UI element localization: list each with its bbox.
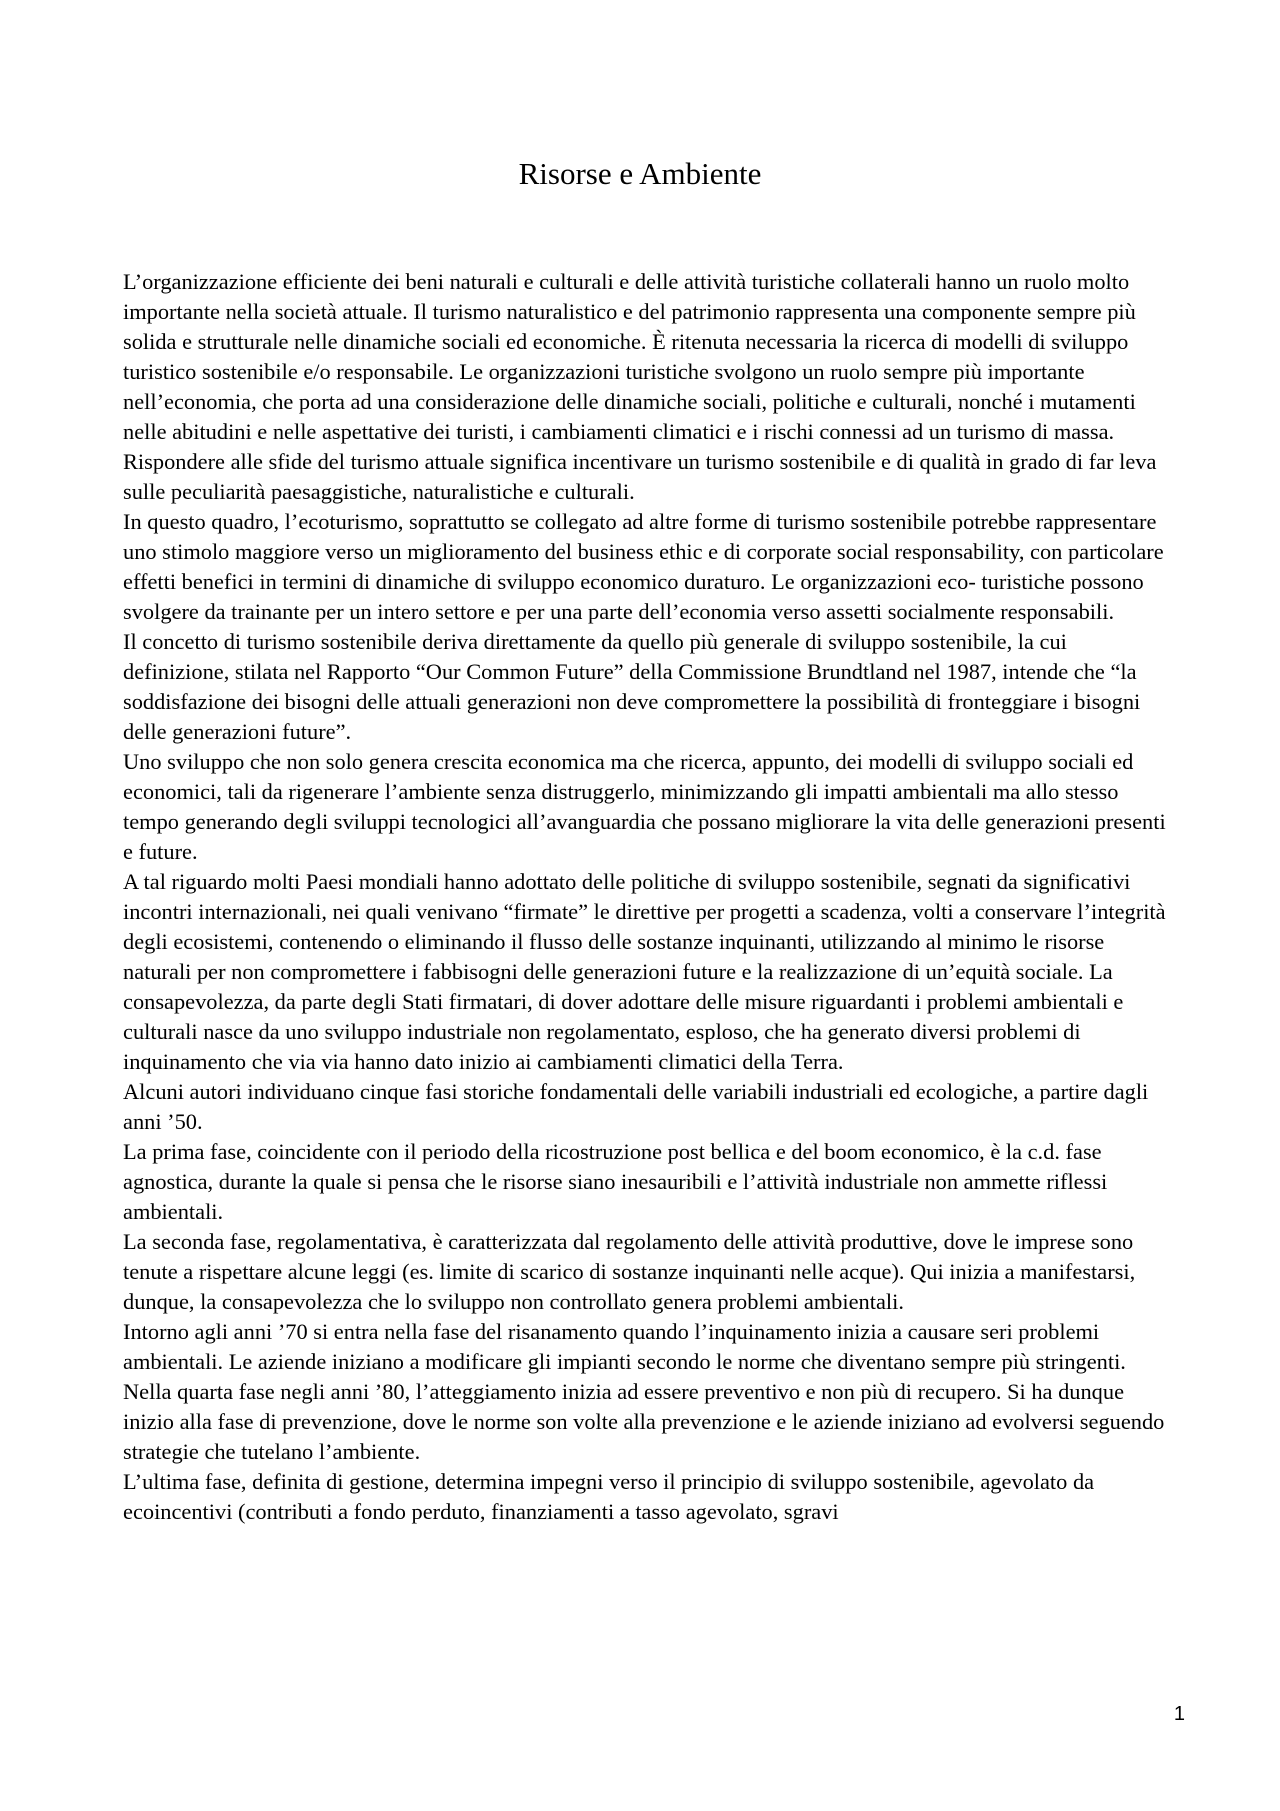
paragraph-10: Nella quarta fase negli anni ’80, l’atteggiamento inizia ad essere preventivo e non più di recupero. Si ha dunque inizio alla fase di prevenzione, dove le norme son volte alla prevenzione e le aziende iniziano ad evolversi seguendo strategie che tutelano l’ambiente. [123,1379,1165,1464]
paragraph-7: La prima fase, coincidente con il periodo della ricostruzione post bellica e del boom economico, è la c.d. fase agnostica, durante la quale si pensa che le risorse siano inesauribili e l’attività industriale non ammette riflessi ambientali. [123,1139,1108,1224]
paragraph-3: Il concetto di turismo sostenibile deriva direttamente da quello più generale di sviluppo sostenibile, la cui definizione, stilata nel Rapporto “Our Common Future” della Commissione Brundtland nel 1987, intende che “la soddisfazione dei bisogni delle attuali generazioni non deve compromettere la possibilità di fronteggiare i bisogni delle generazioni future”. [123,629,1141,744]
document-title: Risorse e Ambiente [518,156,762,191]
paragraph-1: L’organizzazione efficiente dei beni naturali e culturali e delle attività turistiche collaterali hanno un ruolo molto importante nella società attuale. Il turismo naturalistico e del patrimonio rappresenta una componente sempre più solida e strutturale nelle dinamiche sociali ed economiche. È ritenuta necessaria la ricerca di modelli di sviluppo turistico sostenibile e/o responsabile. Le organizzazioni turistiche svolgono un ruolo sempre più importante nell’economia, che porta ad una considerazione delle dinamiche sociali, politiche e culturali, nonché i mutamenti nelle abitudini e nelle aspettative dei turisti, i cambiamenti climatici e i rischi connessi ad un turismo di massa. Rispondere alle sfide del turismo attuale significa incentivare un turismo sostenibile e di qualità in grado di far leva sulle peculiarità paesaggistiche, naturalistiche e culturali. [123,269,1157,504]
paragraph-8: La seconda fase, regolamentativa, è caratterizzata dal regolamento delle attività produttive, dove le imprese sono tenute a rispettare alcune leggi (es. limite di scarico di sostanze inquinanti nelle acque). Qui inizia a manifestarsi, dunque, la consapevolezza che lo sviluppo non controllato genera problemi ambientali. [123,1229,1136,1314]
paragraph-9: Intorno agli anni ’70 si entra nella fase del risanamento quando l’inquinamento inizia a causare seri problemi ambientali. Le aziende iniziano a modificare gli impianti secondo le norme che diventano sempre più stringenti. [123,1319,1126,1374]
paragraph-5: A tal riguardo molti Paesi mondiali hanno adottato delle politiche di sviluppo sostenibile, segnati da significativi incontri internazionali, nei quali venivano “firmate” le direttive per progetti a scadenza, volti a conservare l’integrità degli ecosistemi, contenendo o eliminando il flusso delle sostanze inquinanti, utilizzando al minimo le risorse naturali per non compromettere i fabbisogni delle generazioni future e la realizzazione di un’equità sociale. La consapevolezza, da parte degli Stati firmatari, di dover adottare delle misure riguardanti i problemi ambientali e culturali nasce da uno sviluppo industriale non regolamentato, esploso, che ha generato diversi problemi di inquinamento che via via hanno dato inizio ai cambiamenti climatici della Terra. [123,869,1166,1074]
paragraph-11: L’ultima fase, definita di gestione, determina impegni verso il principio di sviluppo sostenibile, agevolato da ecoincentivi (contributi a fondo perduto, finanziamenti a tasso agevolato, sgravi [123,1469,1095,1524]
paragraph-4: Uno sviluppo che non solo genera crescita economica ma che ricerca, appunto, dei modelli di sviluppo sociali ed economici, tali da rigenerare l’ambiente senza distruggerlo, minimizzando gli impatti ambientali ma allo stesso tempo generando degli sviluppi tecnologici all’avanguardia che possano migliorare la vita delle generazioni presenti e future. [123,749,1166,864]
page-number: 1 [1173,1703,1185,1725]
paragraph-2: In questo quadro, l’ecoturismo, soprattutto se collegato ad altre forme di turismo sostenibile potrebbe rappresentare uno stimolo maggiore verso un miglioramento del business ethic e di corporate social responsability, con particolare effetti benefici in termini di dinamiche di sviluppo economico duraturo. Le organizzazioni eco- turistiche possono svolgere da trainante per un intero settore e per una parte dell’economia verso assetti socialmente responsabili. [123,509,1164,624]
paragraph-6: Alcuni autori individuano cinque fasi storiche fondamentali delle variabili industriali ed ecologiche, a partire dagli anni ’50. [123,1079,1149,1134]
document-body [123,267,1168,1527]
